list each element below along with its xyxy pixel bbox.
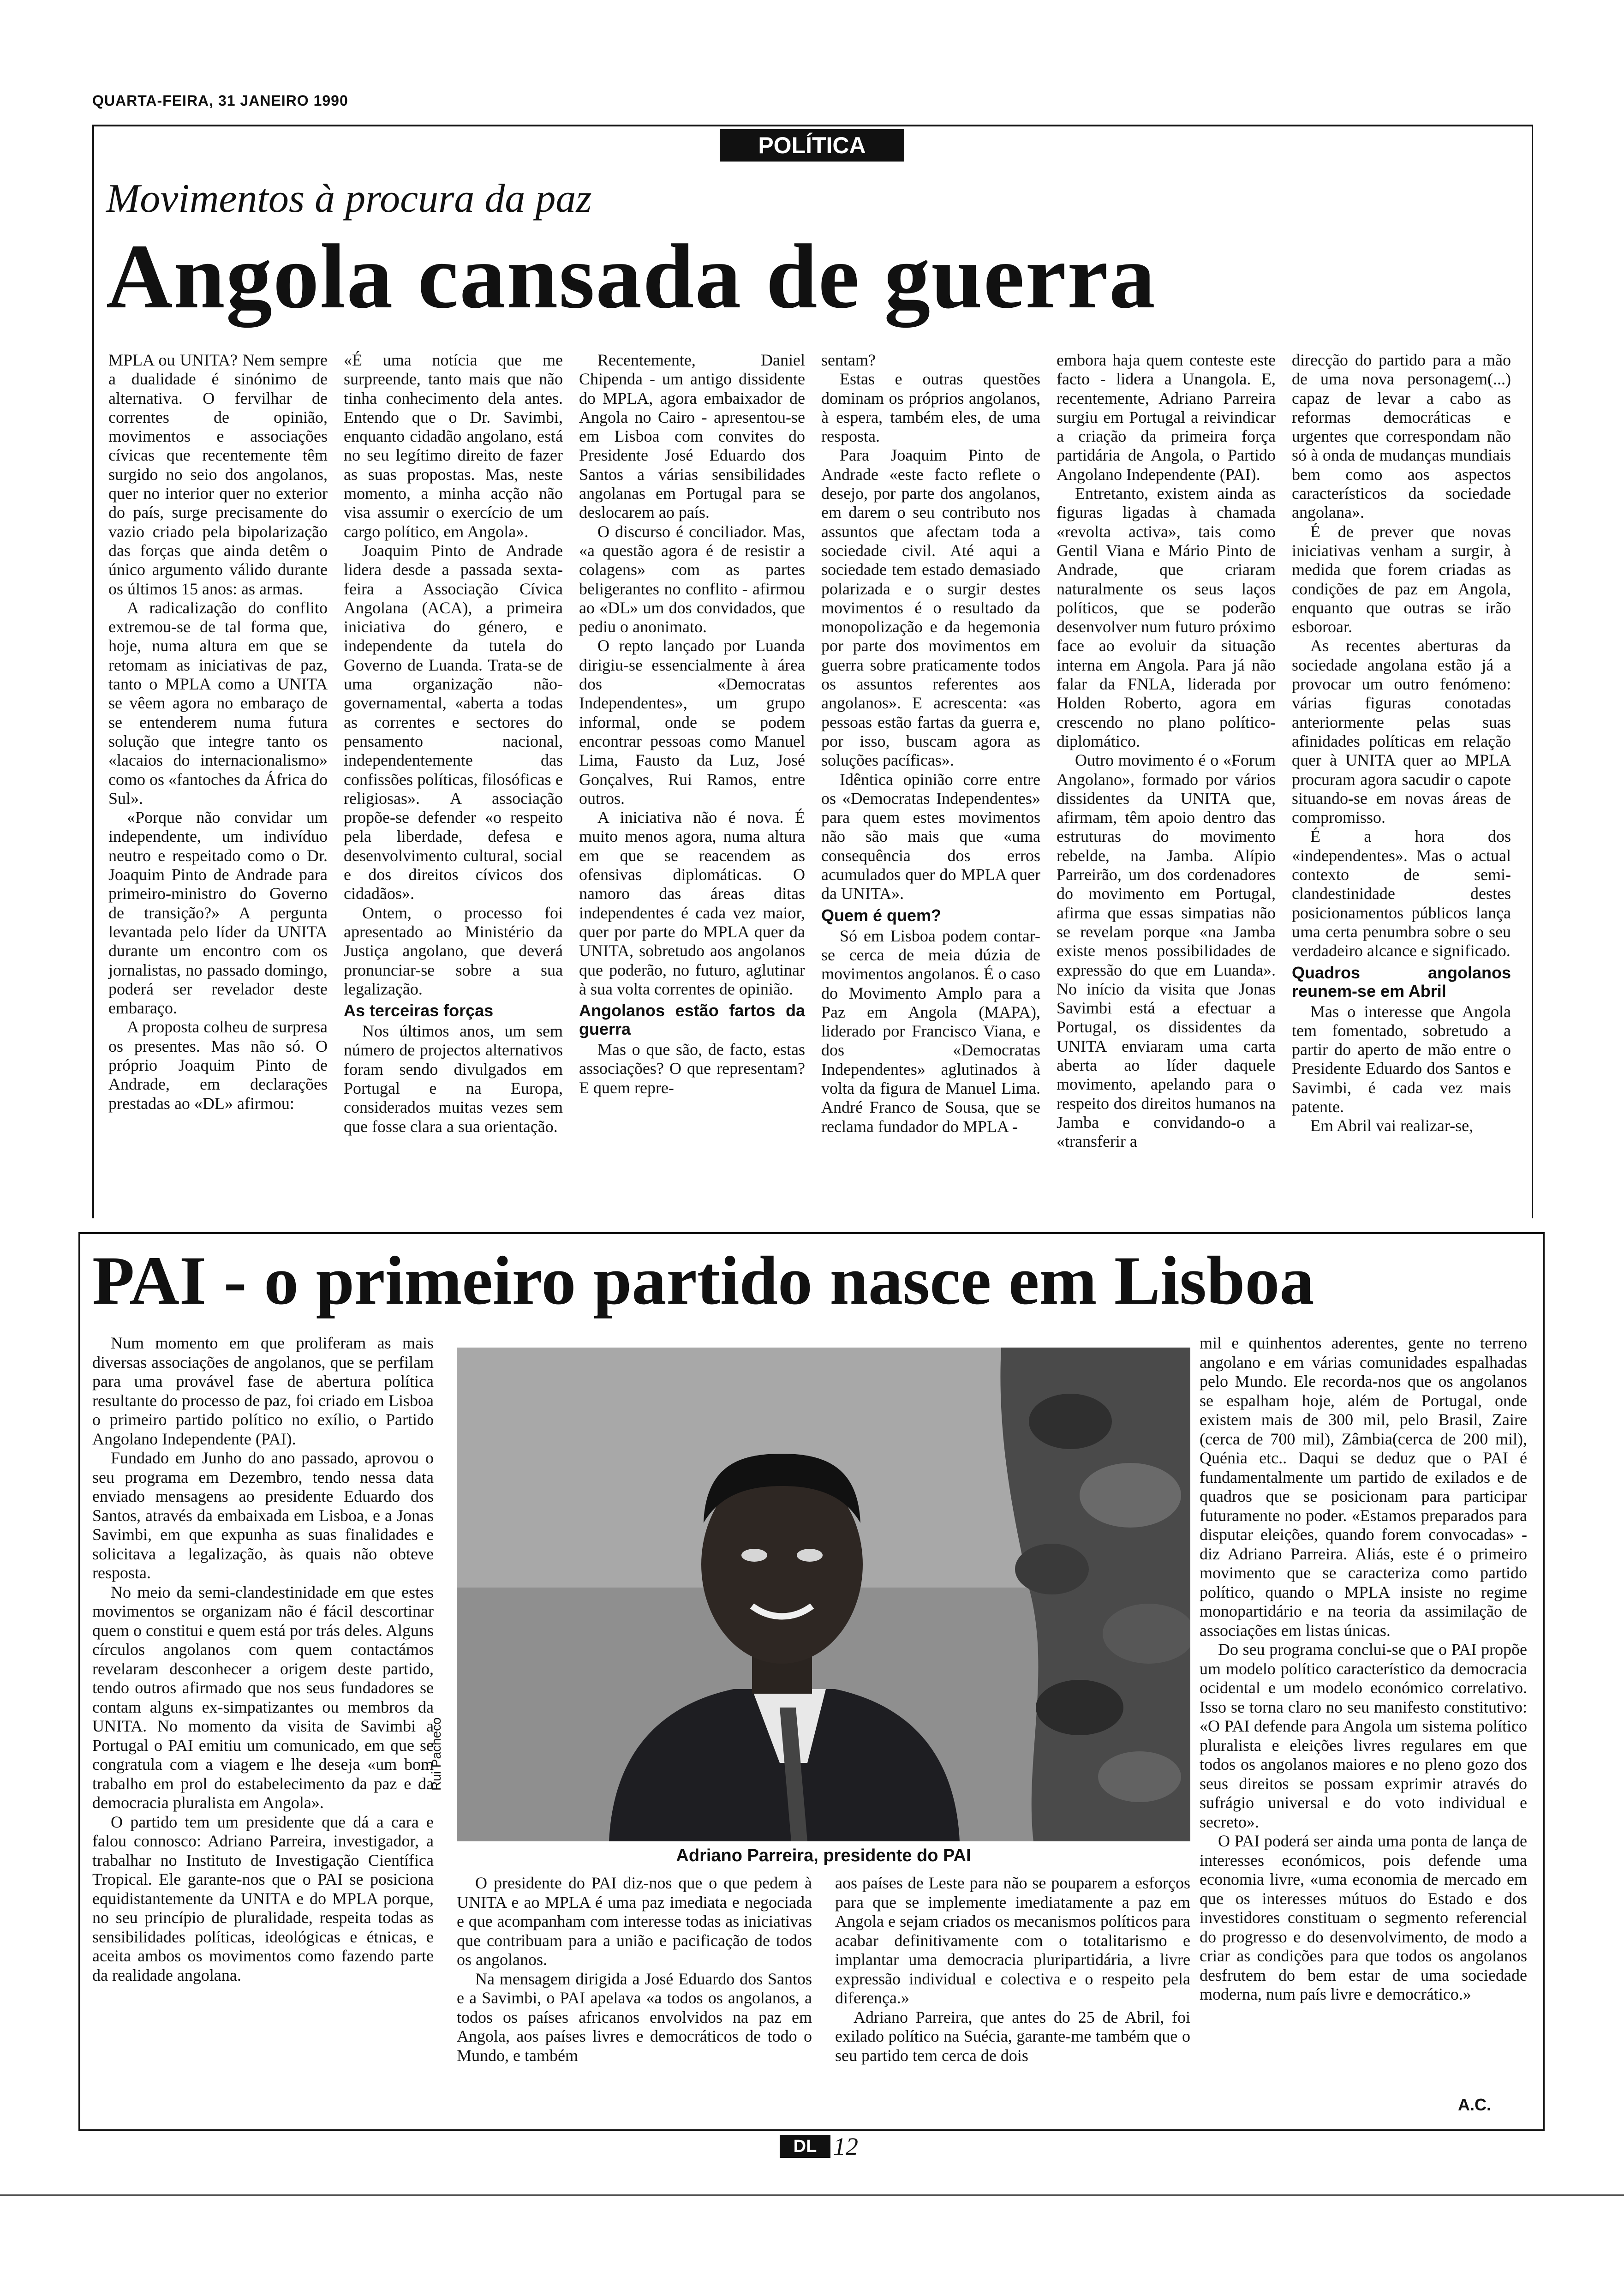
paragraph: Fundado em Junho do ano passado, aprovou o seu programa em Dezembro, tendo nessa data enviado mensagens ao presidente Eduardo dos Santos, através da embaixada em Lisboa, e a Jonas Savimbi, em que expunha as suas finalidades e solicitava a legalização, às quais não obteve resposta. [92, 1449, 434, 1582]
paragraph: direcção do partido para a mão de uma nova personagem(...) capaz de levar a cabo as reformas democráticas e urgentes que correspondam não só à onda de mudanças mundiais bem como aos aspectos característicos da sociedade angolana». [1292, 351, 1511, 522]
paragraph: O repto lançado por Luanda dirigiu-se essencialmente à área dos «Democratas Independentes», um grupo informal, onde se podem encontrar pessoas como Manuel Lima, Fausto da Luz, José Gonçalves, Rui Ramos, entre outros. [579, 636, 805, 808]
article-column-4 [821, 351, 1040, 1136]
dateline: QUARTA-FEIRA, 31 JANEIRO 1990 [92, 92, 348, 109]
paragraph: No meio da semi-clandestinidade em que estes movimentos se organizam não é fácil descortinar quem o constitui e quem está por trás deles. Alguns círculos angolanos com quem contactámos revelaram desconhecer a origem deste partido, tendo outros afirmado que nos seus fundadores se contam alguns ex-simpatizantes ou membros da UNITA. No momento da visita de Savimbi a Portugal o PAI emitiu um comunicado, em que se congratula com a viagem e lhe deseja «um bom trabalho em prol do estabelecimento da paz e da democracia pluralista em Angola». [92, 1582, 434, 1812]
paragraph: O presidente do PAI diz-nos que o que pedem à UNITA e ao MPLA é uma paz imediata e negociada e que acompanham com interesse todas as iniciativas que contribuam para a união e pacificação de todos os angolanos. [457, 1874, 812, 1969]
pai-column-left [92, 1334, 434, 1985]
paragraph: Na mensagem dirigida a José Eduardo dos Santos e a Savimbi, o PAI apelava «a todos os angolanos, a todos os países africanos envolvidos na paz em Angola, aos países livres e democráticos de todo o Mundo, e também [457, 1969, 812, 2065]
paragraph: Mas o que são, de facto, estas associações? O que representam? E quem repre- [579, 1040, 805, 1097]
subheading: Quadros angolanos reunem-se em Abril [1292, 963, 1511, 1001]
portrait-photo [457, 1348, 1190, 1841]
bottom-rule [0, 2194, 1624, 2196]
article-column-3 [579, 351, 805, 1097]
pai-column-right [1200, 1334, 1527, 2004]
portrait-illustration [457, 1348, 1190, 1841]
paragraph: Do seu programa conclui-se que o PAI propõe um modelo político característico da democracia ocidental e um modelo económico correlativo. Isso se torna claro no seu manifesto constitutivo: «O PAI defende para Angola um sistema político pluralista e eleições livres regulares em que todos os angolanos maiores e no pleno gozo dos seus direitos se possam exprimir através do sufrágio universal e do voto individual e secreto». [1200, 1640, 1527, 1831]
subheading: Angolanos estão fartos da guerra [579, 1001, 805, 1039]
paragraph: A proposta colheu de surpresa os presentes. Mas não só. O próprio Joaquim Pinto de Andrade, em declarações prestadas ao «DL» afirmou: [108, 1018, 328, 1113]
page-number: 12 [833, 2133, 858, 2160]
article-column-1 [108, 351, 328, 1113]
paragraph: aos países de Leste para não se pouparem a esforços para que se implemente imediatamente a paz em Angola e sejam criados os mecanismos políticos para acabar definitivamente com o totalitarismo e implantar uma democracia pluripartidária, a livre expressão individual e colectiva e o respeito pela diferença.» [835, 1874, 1190, 2007]
article-kicker: Movimentos à procura da paz [106, 176, 592, 221]
frame-top-rule [92, 125, 1532, 126]
article-signature: A.C. [1458, 2095, 1491, 2114]
paragraph: Recentemente, Daniel Chipenda - um antigo dissidente do MPLA, agora embaixador de Angola no Cairo - apresentou-se em Lisboa com convites do Presidente José Eduardo dos Santos a várias sensibilidades angolanas em Portugal para se deslocarem ao país. [579, 351, 805, 522]
pai-column-mid-right [835, 1874, 1190, 2065]
paragraph: Num momento em que proliferam as mais diversas associações de angolanos, que se perfilam para uma provável fase de abertura política resultante do processo de paz, foi criado em Lisboa o primeiro partido político no exílio, o Partido Angolano Independente (PAI). [92, 1334, 434, 1448]
article-column-6 [1292, 351, 1511, 1136]
paragraph: As recentes aberturas da sociedade angolana estão já a provocar um outro fenómeno: várias figuras conotadas anteriormente pelas suas afinidades políticas em relação quer à UNITA quer ao MPLA procuram agora sacudir o capote situando-se em novas áreas de compromisso. [1292, 636, 1511, 827]
paragraph: Outro movimento é o «Forum Angolano», formado por vários dissidentes da UNITA que, afirmam, têm apoio dentro das estruturas do movimento rebelde, na Jamba. Alípio Parreirão, um dos cordenadores do movimento em Portugal, afirma que essas simpatias não se revelam porque «na Jamba existe menos possibilidades de expressão do que em Luanda». No início da visita que Jonas Savimbi está a efectuar a Portugal, os dissidentes da UNITA enviaram uma carta aberta ao líder daquele movimento, apelando para o respeito dos direitos humanos na Jamba e convidando-o a «transferir a [1057, 751, 1276, 1151]
paragraph: mil e quinhentos aderentes, gente no terreno angolano e em várias comunidades espalhadas pelo Mundo. Ele recorda-nos que os angolanos se espalham hoje, além de Portugal, onde existem mais de 300 mil, pelo Brasil, Zaire (cerca de 700 mil), Zâmbia(cerca de 200 mil), Quénia etc.. Daqui se deduz que o PAI é fundamentalmente um partido de exilados e de quadros que se posicionam para participar futuramente no poder. «Estamos preparados para disputar eleições, quando forem convocadas» - diz Adriano Parreira. Aliás, este é o primeiro movimento que se caracteriza como partido político, quando o MPLA insiste no regime monopartidário e na teoria da assimilação de associações em listas únicas. [1200, 1334, 1527, 1640]
frame-left-rule [92, 125, 94, 1218]
frame-right-rule [1532, 125, 1533, 1218]
paragraph: MPLA ou UNITA? Nem sempre a dualidade é sinónimo de alternativa. O fervilhar de correntes de opinião, movimentos e associações cívicas que recentemente têm surgido no seio dos angolanos, quer no interior quer no exterior do país, surge precisamente do vazio criado pela bipolarização das forças que ainda detêm o único argumento válido durante os últimos 15 anos: as armas. [108, 351, 328, 598]
paragraph: Joaquim Pinto de Andrade lidera desde a passada sexta-feira a Associação Cívica Angolana (ACA), a primeira iniciativa do género, e independente da tutela do Governo de Luanda. Trata-se de uma organização não-governamental, «aberta a todas as correntes e sectores do pensamento nacional, independentemente das confissões políticas, filosóficas e religiosas». A associação propõe-se defender «o respeito pela liberdade, defesa e desenvolvimento cultural, social e dos direitos cívicos dos cidadãos». [344, 541, 563, 903]
article-headline: Angola cansada de guerra [106, 226, 1156, 328]
paragraph: Entretanto, existem ainda as figuras ligadas à chamada «revolta activa», tais como Gentil Viana e Mário Pinto de Andrade, que criaram naturalmente os seus laços políticos, que se poderão desenvolver num futuro próximo face ao evoluir da situação interna em Angola. Para já não falar da FNLA, liderada por Holden Roberto, agora em crescendo no plano político-diplomático. [1057, 484, 1276, 750]
paragraph: Estas e outras questões dominam os próprios angolanos, à espera, também eles, de uma resposta. [821, 370, 1040, 446]
paragraph: Em Abril vai realizar-se, [1310, 1116, 1474, 1135]
paragraph: sentam? [821, 351, 876, 369]
paragraph: Só em Lisboa podem contar-se cerca de meia dúzia de movimentos angolanos. É o caso do Movimento Amplo para a Paz em Angola (MAPA), liderado por Francisco Viana, e dos «Democratas Independentes» aglutinados à volta da figura de Manuel Lima. André Franco de Sousa, que se reclama fundador do MPLA - [821, 926, 1040, 1136]
paragraph: Mas o interesse que Angola tem fomentado, sobretudo a partir do aperto de mão entre o Presidente Eduardo dos Santos e Savimbi, é cada vez mais patente. [1292, 1002, 1511, 1116]
paragraph: embora haja quem conteste este facto - lidera a Unangola. E, recentemente, Adriano Parreira surgiu em Portugal a reivindicar a criação da primeira força partidária de Angola, o Partido Angolano Independente (PAI). [1057, 351, 1276, 484]
paragraph: A iniciativa não é nova. É muito menos agora, numa altura em que se reacendem as ofensivas diplomáticas. O namoro das áreas ditas independentes é cada vez maior, quer por parte do MPLA quer da UNITA, sobretudo aos angolanos que poderão, no futuro, aglutinar à sua volta correntes de opinião. [579, 808, 805, 998]
paragraph: O PAI poderá ser ainda uma ponta de lança de interesses económicos, pois defende uma economia livre, «uma economia de mercado em que os interesses mútuos do Estado e dos investidores constituam o segmento referencial do progresso e do desenvolvimento, de modo a criar as condições para que todos os angolanos desfrutem do bem estar de uma sociedade moderna, num país livre e democrático.» [1200, 1832, 1527, 2003]
paragraph: É de prever que novas iniciativas venham a surgir, à medida que forem criadas as condições de paz em Angola, enquanto que outras se irão esboroar. [1292, 522, 1511, 636]
paragraph: O partido tem um presidente que dá a cara e falou connosco: Adriano Parreira, investigador, a trabalhar no Instituto de Investigação Científica Tropical. Ele garante-nos que o PAI se posiciona equidistantemente da UNITA e do MPLA porque, no seu princípio de pluralidade, respeita todas as sensibilidades políticas, ideológicas e étnicas, e aceita ambos os movimentos como fazendo parte da realidade angolana. [92, 1812, 434, 1984]
pai-column-mid-left [457, 1874, 812, 2065]
subheading: Quem é quem? [821, 905, 942, 925]
photo-caption: Adriano Parreira, presidente do PAI [676, 1846, 971, 1865]
paragraph: Ontem, o processo foi apresentado ao Ministério da Justiça angolano, que deverá pronunciar-se sobre a sua legalização. [344, 903, 563, 998]
page-folio [780, 2132, 858, 2161]
paragraph: A radicalização do conflito extremou-se de tal forma que, hoje, numa altura em que se retomam as iniciativas de paz, tanto o MPLA como a UNITA se vêem agora no embaraço de se entenderem numa futura solução que integre tanto os «lacaios do internacionalismo» como os «fantoches da África do Sul». [108, 598, 328, 808]
paragraph: É a hora dos «independentes». Mas o actual contexto de semi-clandestinidade destes posicionamentos públicos lança uma certa penumbra sobre o seu verdadeiro alcance e significado. [1292, 827, 1511, 960]
subheading: As terceiras forças [344, 1001, 494, 1020]
photo-credit: Rui Pacheco [429, 1717, 443, 1791]
article-column-5 [1057, 351, 1276, 1151]
paragraph: Idêntica opinião corre entre os «Democratas Independentes» para quem estes movimentos não são mais que «uma consequência dos erros acumulados quer do MPLA quer da UNITA». [821, 770, 1040, 903]
paragraph: Adriano Parreira, que antes do 25 de Abril, foi exilado político na Suécia, garante-me também que o seu partido tem cerca de dois [835, 2007, 1190, 2065]
paragraph: «Porque não convidar um independente, um indivíduo neutro e respeitado como o Dr. Joaquim Pinto de Andrade para primeiro-ministro do Governo de transição?» A pergunta levantada pelo líder da UNITA durante um encontro com os jornalistas, no passado domingo, poderá ser revelador deste embaraço. [108, 808, 328, 1018]
section-tag: POLÍTICA [720, 129, 904, 162]
newspaper-logo: DL [780, 2135, 830, 2158]
paragraph: O discurso é conciliador. Mas, «a questão agora é de resistir a colagens» com as partes beligerantes no conflito - afirmou ao «DL» um dos convidados, que pediu o anonimato. [579, 522, 805, 636]
paragraph: Para Joaquim Pinto de Andrade «este facto reflete o desejo, por parte dos angolanos, em darem o seu contributo nos assuntos que afectam toda a sociedade civil. Até aqui a sociedade tem estado demasiado polarizada e o surgir destes movimentos é o resultado da monopolização e da hegemonia por parte dos movimentos em guerra sobre praticamente todos os assuntos referentes aos angolanos». E acrescenta: «as pessoas estão fartas da guerra e, por isso, buscam agora as soluções pacíficas». [821, 446, 1040, 770]
paragraph: «É uma notícia que me surpreende, tanto mais que não tinha conhecimento dela antes. Entendo que o Dr. Savimbi, enquanto cidadão angolano, está no seu legítimo direito de fazer as suas propostas. Mas, neste momento, a minha acção não visa assumir o exercício de um cargo político, em Angola». [344, 351, 563, 541]
pai-headline: PAI - o primeiro partido nasce em Lisboa [92, 1242, 1314, 1319]
article-column-2 [344, 351, 563, 1136]
paragraph: Nos últimos anos, um sem número de projectos alternativos foram sendo divulgados em Portugal e na Europa, considerados muitas vezes sem que fosse clara a sua orientação. [344, 1022, 563, 1136]
